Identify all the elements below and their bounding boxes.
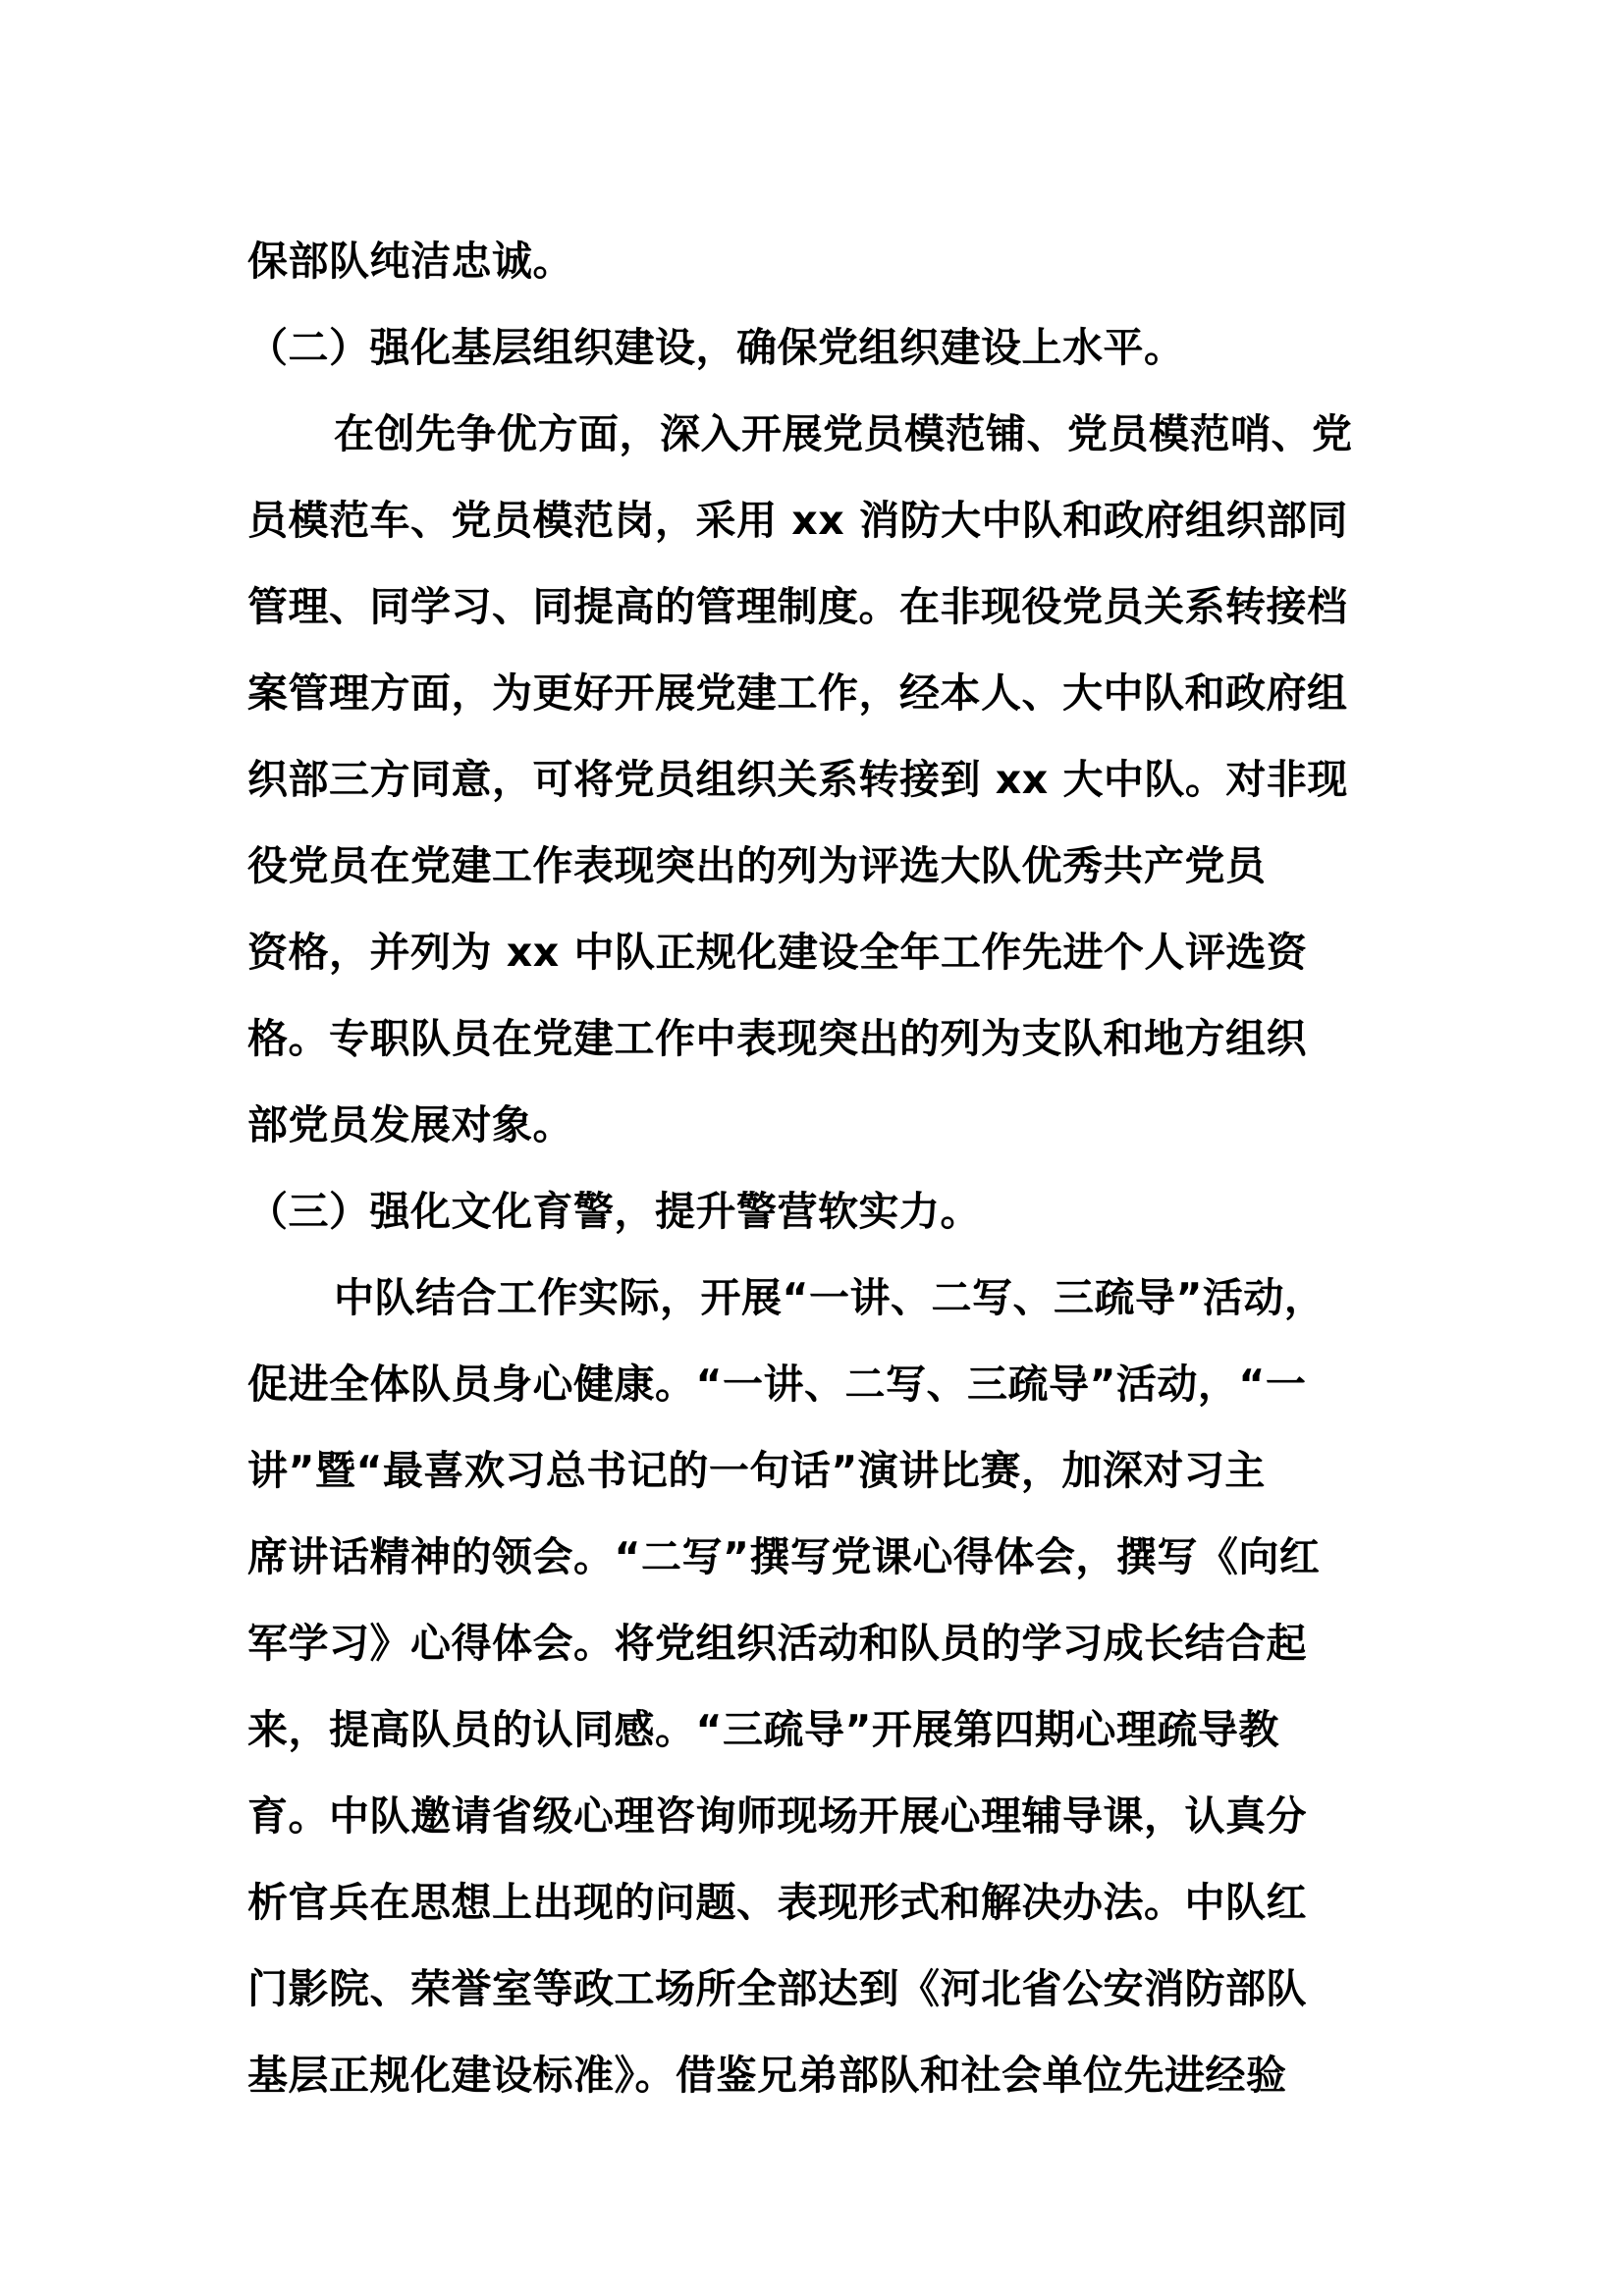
body-text-line: 管理、同学习、同提高的管理制度。在非现役党员关系转接档 <box>247 583 1348 630</box>
body-text-line: 部党员发展对象。 <box>247 1101 573 1148</box>
body-text-line: 役党员在党建工作表现突出的列为评选大队优秀共产党员 <box>247 842 1267 889</box>
paragraph-first-line: 在创先争优方面，深入开展党员模范铺、党员模范哨、党 <box>334 410 1353 457</box>
body-text-line: 格。专职队员在党建工作中表现突出的列为支队和地方组织 <box>247 1015 1307 1062</box>
body-text-line: 基层正规化建设标准》。借鉴兄弟部队和社会单位先进经验 <box>247 2052 1287 2099</box>
body-text-line: 保部队纯洁忠诚。 <box>247 238 573 285</box>
body-text-line: 织部三方同意，可将党员组织关系转接到 xx 大中队。对非现 <box>247 756 1348 803</box>
body-text-line: 案管理方面，为更好开展党建工作，经本人、大中队和政府组 <box>247 669 1348 717</box>
body-text-line: 员模范车、党员模范岗，采用 xx 消防大中队和政府组织部同 <box>247 497 1348 544</box>
body-text-line: 席讲话精神的领会。“二写”撰写党课心得体会，撰写《向红 <box>247 1533 1321 1580</box>
section-heading: （三）强化文化育警，提升警营软实力。 <box>247 1188 981 1235</box>
body-text-line: 军学习》心得体会。将党组织活动和队员的学习成长结合起 <box>247 1620 1307 1667</box>
body-text-line: 促进全体队员身心健康。“一讲、二写、三疏导”活动，“一 <box>247 1361 1307 1408</box>
body-text-line: 育。中队邀请省级心理咨询师现场开展心理辅导课，认真分 <box>247 1792 1307 1840</box>
paragraph-first-line: 中队结合工作实际，开展“一讲、二写、三疏导”活动， <box>334 1274 1326 1321</box>
body-text-line: 来，提高队员的认同感。“三疏导”开展第四期心理疏导教 <box>247 1706 1279 1753</box>
body-text-line: 讲”暨“最喜欢习总书记的一句话”演讲比赛，加深对习主 <box>247 1447 1266 1494</box>
section-heading: （二）强化基层组织建设，确保党组织建设上水平。 <box>247 324 1185 371</box>
body-text-line: 门影院、荣誉室等政工场所全部达到《河北省公安消防部队 <box>247 1965 1307 2012</box>
body-text-line: 析官兵在思想上出现的问题、表现形式和解决办法。中队红 <box>247 1879 1307 1926</box>
body-text-line: 资格，并列为 xx 中队正规化建设全年工作先进个人评选资 <box>247 929 1308 976</box>
